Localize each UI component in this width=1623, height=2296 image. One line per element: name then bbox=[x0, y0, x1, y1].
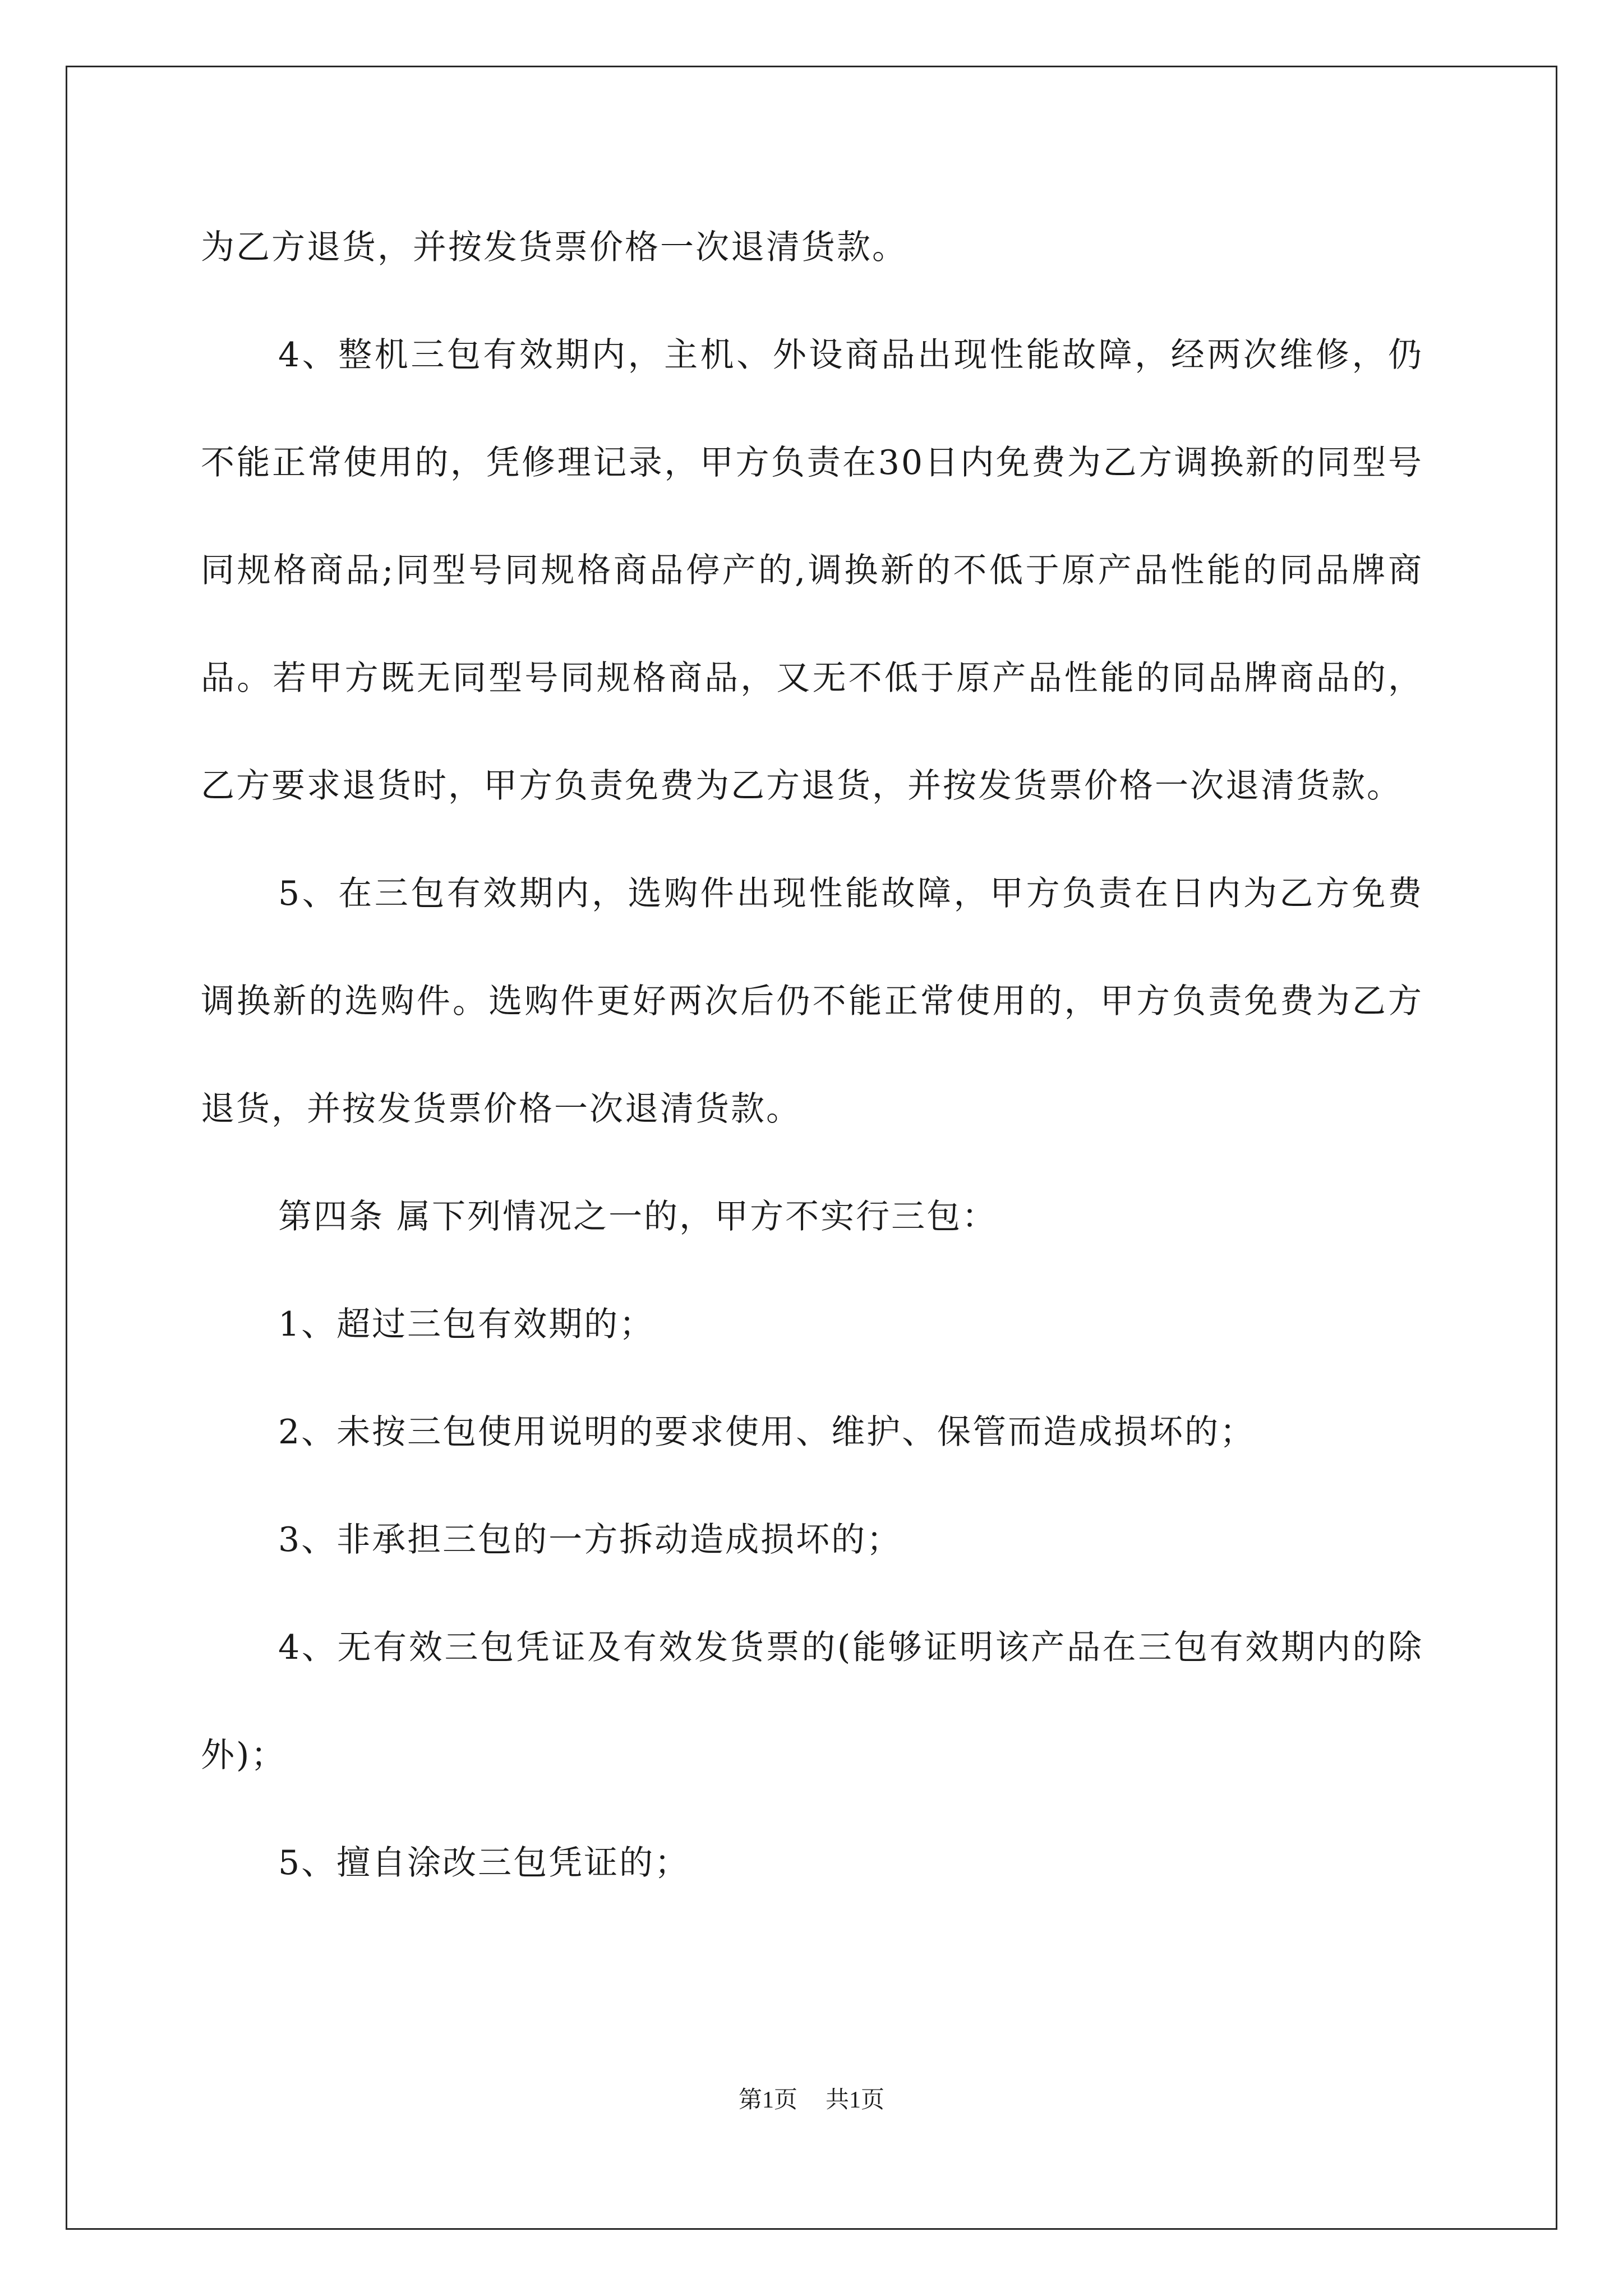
paragraph-5: 1、超过三包有效期的； bbox=[278, 1305, 655, 1344]
paragraph-6: 2、未按三包使用说明的要求使用、维护、保管而造成损坏的； bbox=[278, 1412, 1256, 1452]
paragraph-4: 第四条 属下列情况之一的，甲方不实行三包： bbox=[278, 1197, 998, 1236]
page-number-current: 第1页 bbox=[738, 2087, 797, 2113]
page-number-total: 共1页 bbox=[826, 2087, 885, 2113]
document-body bbox=[201, 194, 1423, 1917]
paragraph-9: 5、擅自涂改三包凭证的； bbox=[278, 1843, 690, 1883]
paragraph-7: 3、非承担三包的一方拆动造成损坏的； bbox=[278, 1520, 902, 1559]
paragraph-1: 为乙方退货，并按发货票价格一次退清货款。 bbox=[201, 228, 907, 267]
paragraph-3: 5、在三包有效期内，选购件出现性能故障，甲方负责在日内为乙方免费调换新的选购件。选购件更好两次后仍不能正常使用的，甲方负责免费为乙方退货，并按发货票价格一次退清货款。 bbox=[201, 874, 1423, 1129]
paragraph-2: 4、整机三包有效期内，主机、外设商品出现性能故障，经两次维修，仍不能正常使用的，凭修理记录，甲方负责在30日内免费为乙方调换新的同型号同规格商品;同型号同规格商品停产的,调换新的不低于原产品性能的同品牌商品。若甲方既无同型号同规格商品，又无不低于原产品性能的同品牌商品的，乙方要求退货时，甲方负责免费为乙方退货，并按发货票价格一次退清货款。 bbox=[201, 335, 1423, 806]
page-footer bbox=[0, 2081, 1623, 2115]
paragraph-8: 4、无有效三包凭证及有效发货票的(能够证明该产品在三包有效期内的除外)； bbox=[201, 1628, 1423, 1775]
